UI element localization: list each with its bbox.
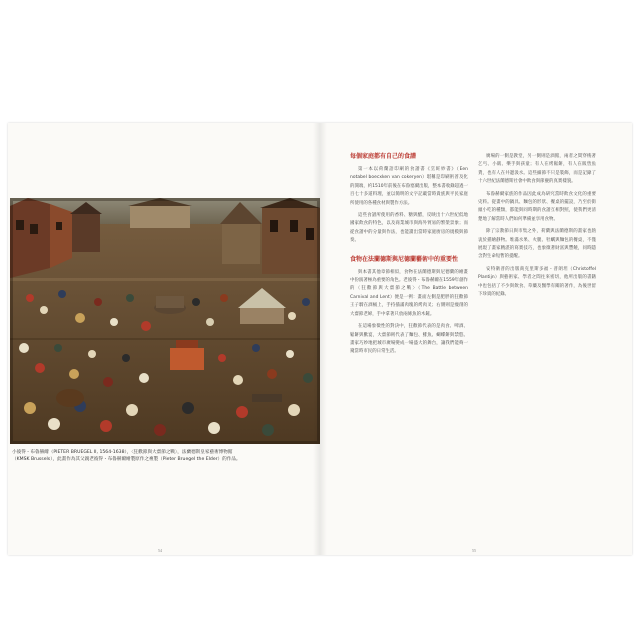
book-spread [8, 123, 632, 555]
page-number-right: 55 [472, 548, 476, 553]
paragraph: 安特衛普的出版商克里斯多福・普朗坦（Christoffel Plantijn）與藝術家、學者之間往來密切，他所出版的書籍中也包括了不少與飲食、草藥及醫學有關的著作，為後世留下珍貴的紀錄。 [478, 266, 596, 298]
paragraph: 布魯赫爾家族的作品因此成為研究當時飲食文化的重要史料。從畫中的鍋具、麵包的形狀、餐桌的擺設，乃至於街頭小吃的種類，都能與同時期的食譜互相對照，使我們更清楚地了解當時人們如何準備並享用食物。 [478, 191, 596, 222]
right-page [320, 123, 632, 555]
text-column-2 [478, 153, 596, 304]
caption-line: 小彼得・布魯赫爾（PIETER BRUEGEL II, 1564-1638），〈狂歡節與大齋節之戰〉，法蘭德斯皇家藝術博物館 [12, 450, 233, 455]
section-title: 食物在法蘭德斯與尼德蘭藝術中的重要性 [350, 255, 459, 263]
section-title: 每個家庭都有自己的食譜 [350, 153, 417, 160]
caption-line: （KMSK Brussels），此畫作為其父親老彼得・布魯赫爾繪製原作之複製（Pieter Bruegel the Elder）的作品。 [12, 457, 241, 462]
paragraph: 除了宗教節日與市集之外，荷蘭與法蘭德斯的畫家也熱衷於描繪靜物。堆滿水果、火腿、牡蠣與麵包的餐桌，不僅展現了畫家精湛的寫實技巧，也象徵著財富與豐饒，同時隱含對生命短暫的提醒。 [478, 229, 596, 260]
left-page [8, 123, 320, 555]
paragraph: 第一本以荷蘭語印刷的食譜書《烹飪妙書》（Een notabel boecxken van cokeryen）堪稱是印刷術普及化的開端，約1510年前後在布魯塞爾出版，整本書收錄超過一百七十多道料理，並以簡明的文字記載當時貴族與平民家庭所使用的各種食材與製作方法。 [350, 167, 468, 206]
paragraph: 廣場的一側是教堂，另一側則是酒館，兩者之間穿梭著乞丐、小販、樂手與孩童；有人在烤鬆餅，有人在販售魚貨，也有人在井邊汲水。這些細節不只是裝飾，而是記錄了十六世紀法蘭德斯社會中飲食與節慶的真實樣貌。 [478, 154, 596, 185]
text-column-1 [350, 153, 468, 361]
painting-illustration [10, 198, 320, 444]
paragraph: 這些食譜所使用的香料、糖與醋，反映出十六世紀低地國家飲食的特色，以及商業城市與海外貿易的繁榮景象；而從食譜中的分量與作法，也能讀出當時家庭廚房的規模與節奏。 [350, 213, 468, 244]
painting-carnival-and-lent [10, 198, 320, 444]
paragraph: 與本書其他章節相似，食物在法蘭德斯與尼德蘭的繪畫中扮演著極為重要的角色。老彼得・布魯赫爾在1559年創作的〈狂歡節與大齋節之戰〉（The Battle between Carnival and Lent）便是一例：畫面左側是肥胖的狂歡節王子騎在酒桶上，手持插滿肉塊的烤肉叉；右側則是瘦削的大齋節老婦，手中拿著只放兩條魚的木鏟。 [350, 269, 468, 317]
painting-caption [12, 449, 312, 463]
paragraph: 在這場象徵性的對決中，狂歡節代表的是肉食、啤酒、鬆餅與歡宴，大齋節則代表了麵包、鯡魚、蝴蝶餅與禁慾。畫家巧妙地把城市廣場變成一場盛大的舞台，讓我們能夠一窺當時市民的日常生活。 [350, 324, 468, 355]
page-number-left: 54 [158, 548, 162, 553]
